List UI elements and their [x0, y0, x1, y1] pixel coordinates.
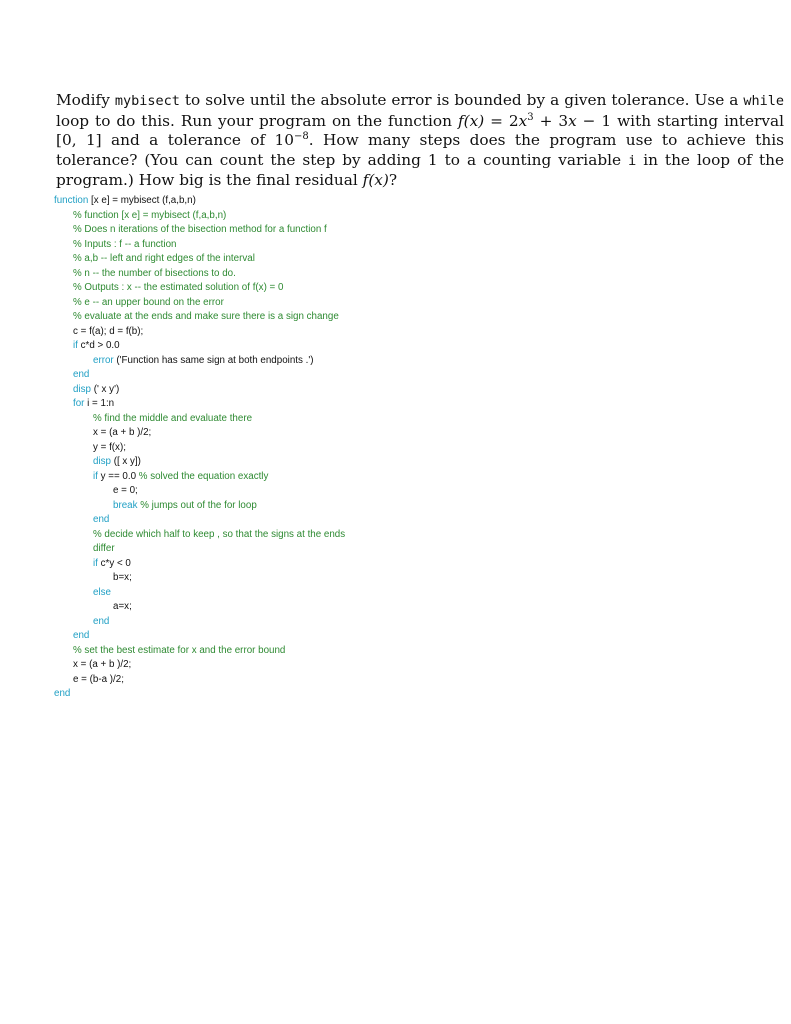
code-comment-line: differ [93, 543, 115, 554]
code-text: ([ x y]) [110, 456, 141, 467]
code-line: x = (a + b )/2; [73, 659, 132, 670]
code-keyword: disp [73, 383, 91, 395]
problem-text: . How many steps does the program use to achieve this tolerance? (You can count the step by adding 1 to a counting variable [56, 131, 784, 169]
code-comment-line: % Inputs : f -- a function [73, 238, 177, 250]
code-line [54, 455, 774, 470]
code-keyword: break [113, 499, 138, 511]
code-comment-line: % a,b -- left and right edges of the interval [73, 253, 255, 264]
code-line [54, 194, 774, 209]
code-comment-line: % evaluate at the ends and make sure there is a sign change [73, 311, 339, 322]
counter-variable-code: i [628, 152, 637, 169]
problem-text: with starting interval [0, 1] and a tolerance of 10 [56, 111, 784, 149]
code-line [54, 383, 774, 398]
code-comment-line: % e -- an upper bound on the error [73, 296, 224, 308]
code-keyword-line: end [93, 514, 110, 525]
problem-text: ? [388, 171, 398, 189]
code-line [54, 557, 774, 572]
code-line: e = (b-a )/2; [73, 673, 124, 685]
code-keyword: for [73, 398, 85, 409]
code-line [54, 470, 774, 485]
code-keyword: disp [93, 456, 111, 467]
code-line [54, 397, 774, 412]
code-keyword: if [73, 340, 78, 351]
code-keyword-line: end [73, 630, 90, 641]
code-text: ('Function has same sign at both endpoints .') [113, 354, 314, 366]
code-keyword: function [54, 195, 89, 206]
code-line: x = (a + b )/2; [93, 427, 152, 438]
math-exponent: −8 [294, 130, 309, 142]
code-comment-line: % Outputs : x -- the estimated solution of f(x) = 0 [73, 282, 284, 293]
problem-text: in the loop of the program.) How big is the final residual [56, 150, 784, 189]
code-line [54, 339, 774, 354]
code-line: y = f(x); [93, 441, 126, 453]
problem-text: loop to do this. Run your program on the function [56, 111, 458, 130]
problem-text: Modify [56, 91, 115, 109]
code-comment-line: % set the best estimate for x and the error bound [73, 644, 286, 656]
math-exponent: 3 [527, 111, 534, 123]
code-comment-line: % n -- the number of bisections to do. [73, 267, 236, 279]
code-keyword: if [93, 557, 98, 569]
code-text: (' x y') [90, 383, 120, 395]
code-line: a=x; [113, 601, 132, 612]
code-keyword-line: end [93, 615, 110, 627]
code-keyword: error [93, 354, 114, 366]
code-line: b=x; [113, 572, 132, 583]
math-text: = 2 [484, 111, 519, 130]
code-line [54, 499, 774, 514]
code-comment-line: % Does n iterations of the bisection method for a function f [73, 224, 327, 235]
code-keyword-line: end [73, 369, 90, 380]
code-line [54, 354, 774, 369]
while-keyword-code: while [743, 93, 784, 109]
math-var-x: x [568, 111, 577, 130]
code-text: c*d > 0.0 [77, 340, 120, 351]
code-comment-line: % function [x e] = mybisect (f,a,b,n) [73, 209, 227, 221]
code-text: [x e] = mybisect (f,a,b,n) [88, 195, 196, 206]
code-keyword: if [93, 470, 98, 482]
function-name-code: mybisect [114, 93, 180, 109]
code-text: y == 0.0 [97, 470, 139, 482]
math-var-x: x [518, 111, 528, 130]
math-text: + 3 [533, 111, 569, 130]
code-comment-line: % find the middle and evaluate there [93, 412, 253, 424]
code-comment-line: % decide which half to keep , so that the signs at the ends [93, 528, 346, 540]
code-listing [54, 194, 774, 702]
code-comment: % solved the equation exactly [138, 470, 269, 482]
problem-text: to solve until the absolute error is bounded by a given tolerance. Use a [179, 91, 744, 109]
code-keyword-line: end [54, 688, 71, 699]
code-keyword-line: else [93, 586, 111, 598]
code-comment: % jumps out of the for loop [137, 499, 257, 511]
code-line: e = 0; [113, 485, 138, 496]
code-line: c = f(a); d = f(b); [73, 325, 144, 337]
problem-statement [56, 91, 784, 191]
math-fx: f(x) [362, 171, 389, 189]
code-text: i = 1:n [84, 398, 115, 409]
code-text: c*y < 0 [97, 557, 131, 569]
math-fx: f(x) [457, 111, 485, 130]
math-text: − 1 [576, 111, 612, 130]
